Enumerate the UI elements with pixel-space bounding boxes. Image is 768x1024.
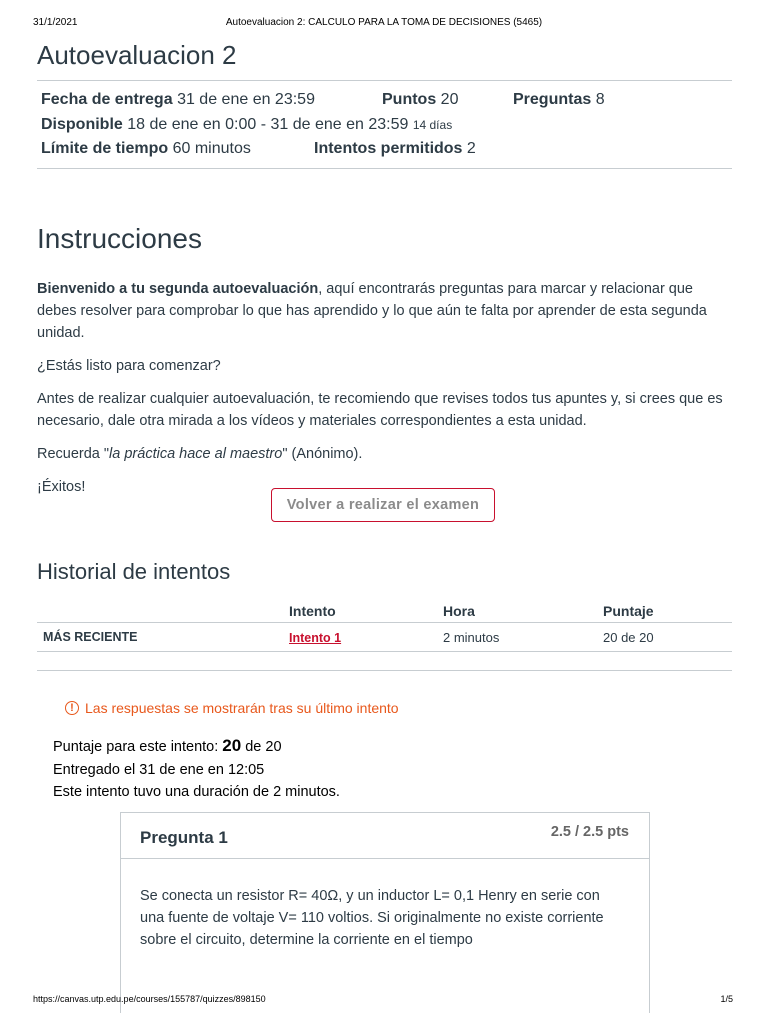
column-header-time: Hora	[437, 600, 597, 623]
print-url: https://canvas.utp.edu.pe/courses/155787/quizzes/898150	[33, 994, 266, 1004]
points-label: Puntos	[382, 91, 437, 108]
score-line	[53, 735, 340, 759]
questions-value: 8	[595, 91, 605, 108]
attempt-link[interactable]: Intento 1	[289, 630, 342, 645]
time-limit-value: 60 minutos	[172, 140, 251, 157]
available-value: 18 de ene en 0:00 - 31 de ene en 23:59	[127, 116, 409, 133]
allowed-attempts	[314, 140, 476, 158]
answers-notice	[65, 700, 399, 716]
column-header-attempt: Intento	[283, 600, 437, 623]
question-points: 2.5 / 2.5 pts	[550, 824, 629, 840]
table-row	[37, 623, 732, 652]
points-value: 20	[440, 91, 459, 108]
print-date: 31/1/2021	[33, 17, 78, 28]
submitted-line: Entregado el 31 de ene en 12:05	[53, 761, 265, 778]
attempts-value: 2	[466, 140, 476, 157]
main-content	[37, 38, 732, 948]
instructions-paragraph	[37, 443, 727, 465]
due-date	[41, 91, 315, 109]
questions-label: Preguntas	[513, 91, 592, 108]
time-cell: 2 minutos	[437, 623, 597, 652]
question-card	[120, 812, 650, 1013]
due-date-label: Fecha de entrega	[41, 91, 173, 108]
retake-quiz-button[interactable]: Volver a realizar el examen	[271, 488, 495, 522]
column-header-blank	[37, 600, 283, 623]
print-header	[0, 17, 768, 31]
attempt-history-table	[37, 600, 732, 652]
available-label: Disponible	[41, 116, 123, 133]
instructions-paragraph: Antes de realizar cualquier autoevaluación, te recomiendo que revises todos tus apuntes y, si crees que es necesario, dale otra mirada a los vídeos y materiales correspondientes a esta unidad.	[37, 391, 723, 429]
attempt-summary	[53, 735, 340, 804]
points	[382, 91, 458, 109]
quiz-details	[37, 81, 732, 168]
attempt-cell	[283, 623, 437, 652]
availability	[41, 116, 452, 134]
due-date-value: 31 de ene en 23:59	[177, 91, 315, 108]
instructions-heading: Instrucciones	[37, 223, 202, 254]
duration-line: Este intento tuvo una duración de 2 minutos.	[53, 784, 340, 800]
available-days: 14 días	[412, 118, 453, 132]
quote-prefix: Recuerda "	[37, 446, 110, 462]
time-limit-label: Límite de tiempo	[41, 140, 169, 157]
question-header	[121, 813, 649, 859]
instructions-body	[37, 278, 727, 509]
questions-count	[513, 91, 605, 109]
attempt-history-heading: Historial de intentos	[37, 559, 231, 584]
score-value: 20	[222, 736, 242, 755]
score-prefix: Puntaje para este intento:	[53, 739, 223, 755]
score-cell: 20 de 20	[597, 623, 732, 652]
warning-icon: !	[65, 701, 79, 715]
page-title: Autoevaluacion 2	[37, 40, 237, 70]
question-title: Pregunta 1	[140, 828, 228, 847]
print-doc-title: Autoevaluacion 2: CALCULO PARA LA TOMA DE DECISIONES (5465)	[225, 17, 543, 28]
details-divider	[37, 168, 732, 169]
instructions-paragraph: ¿Estás listo para comenzar?	[37, 358, 221, 374]
instructions-text: , aquí encontrarás preguntas para marcar y relacionar que debes resolver para comprobar lo que has aprendido y lo que aún te falta por aprender de esta segunda unidad.	[37, 281, 707, 341]
section-divider	[37, 670, 732, 671]
instructions-bold-text: Bienvenido a tu segunda autoevaluación	[37, 281, 319, 297]
question-text: Se conecta un resistor R= 40Ω, y un inductor L= 0,1 Henry en serie con una fuente de voltaje V= 110 voltios. Si originalmente no existe corriente sobre el circuito, determine la corriente en el tiempo	[140, 888, 604, 948]
instructions-paragraph: ¡Éxitos!	[37, 479, 86, 495]
column-header-score: Puntaje	[597, 600, 732, 623]
row-label: MÁS RECIENTE	[37, 623, 283, 652]
notice-text: Las respuestas se mostrarán tras su último intento	[85, 700, 399, 716]
time-limit	[41, 140, 251, 158]
attempts-label: Intentos permitidos	[314, 140, 463, 157]
quote-suffix: " (Anónimo).	[282, 446, 363, 462]
table-header-row	[37, 600, 732, 623]
page-number: 1/5	[720, 994, 733, 1004]
instructions-paragraph	[37, 278, 727, 344]
score-suffix: de 20	[241, 739, 282, 755]
quote-italic: la práctica hace al maestro	[109, 446, 283, 462]
